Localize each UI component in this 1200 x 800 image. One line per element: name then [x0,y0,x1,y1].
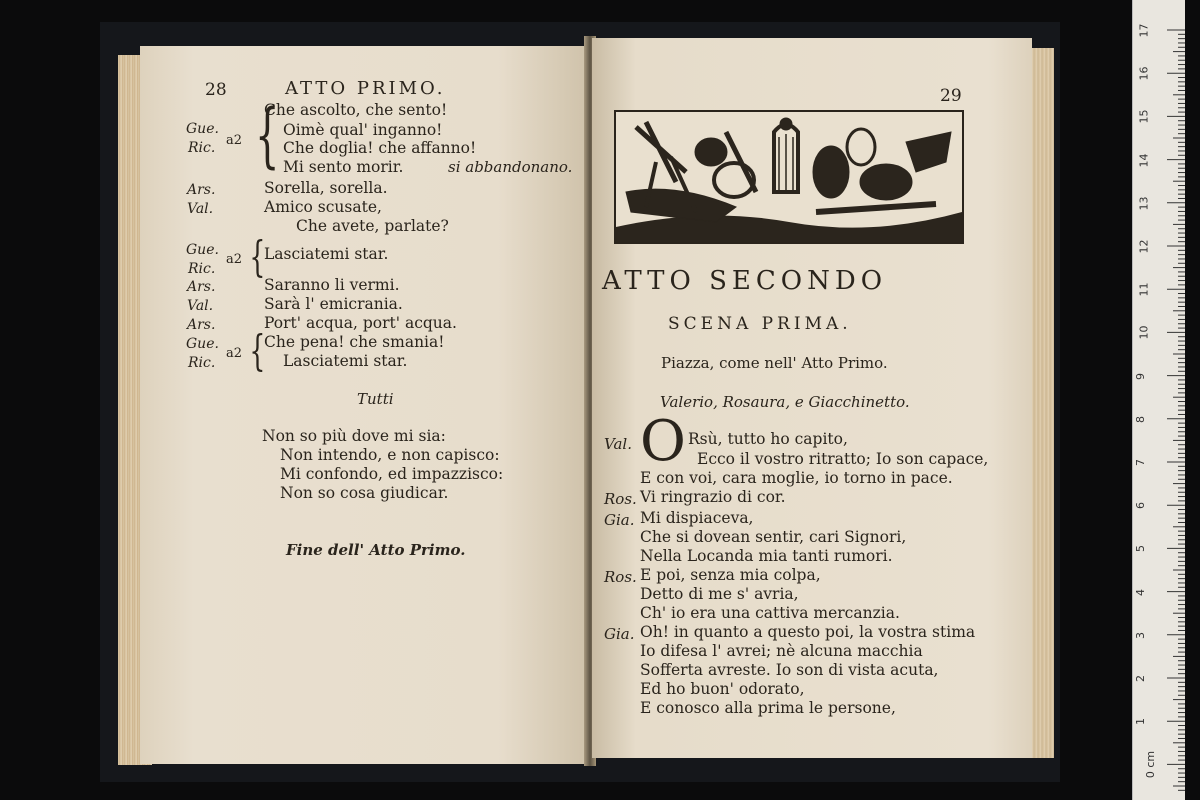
left-page-number: 28 [205,80,227,100]
scene-title: SCENA PRIMA. [668,314,852,334]
brace: { [255,94,280,176]
ruler-number: 3 [1134,631,1147,639]
verse-line: Sarà l' emicrania. [264,295,403,313]
verse-line: Io difesa l' avrei; nè alcuna macchia [640,642,923,660]
verse-line: Sofferta avreste. Io son di vista acuta, [640,661,939,679]
verse-line: Vi ringrazio di cor. [640,488,786,506]
measurement-ruler [1132,0,1185,800]
verse-line: Amico scusate, [264,198,382,216]
ruler-number: 11 [1137,282,1151,297]
musical-instruments-woodcut-image [616,112,962,242]
speaker-gue: Gue. [186,336,219,352]
ruler-number: 2 [1134,675,1147,682]
verse-line: Lasciatemi star. [283,352,408,370]
verse-line: E con voi, cara moglie, io torno in pace. [640,469,953,487]
a2-marker: a2 [226,133,243,148]
verse-line: Sorella, sorella. [264,179,388,197]
speaker-val: Val. [187,201,214,217]
verse-line: Che ascolto, che sento! [264,101,448,119]
speaker-ric: Ric. [188,140,216,156]
speaker-gia: Gia. [604,625,635,643]
verse-line: Che pena! che smania! [264,333,445,351]
ruler-number: 9 [1134,372,1147,380]
ruler-number: 17 [1137,23,1151,38]
speaker-ros: Ros. [604,490,637,508]
drop-cap: O [640,409,686,474]
verse-line: Che avete, parlate? [296,217,449,235]
ruler-number: 7 [1134,459,1147,466]
speaker-gue: Gue. [186,121,219,137]
verse-line: Nella Locanda mia tanti rumori. [640,547,893,565]
speaker-ros: Ros. [604,568,637,586]
ornament-woodcut [614,110,964,244]
verse-line: Che doglia! che affanno! [283,139,477,157]
stage-direction: si abbandonano. [448,158,573,176]
verse-line: Ch' io era una cattiva mercanzia. [640,604,900,622]
speaker-val: Val. [187,298,214,314]
ruler-number: 13 [1137,196,1151,211]
verse-line: Non so cosa giudicar. [280,484,449,502]
ruler-number: 16 [1137,66,1151,81]
verse-line: Lasciatemi star. [264,245,389,263]
speaker-ric: Ric. [188,355,216,371]
ruler-number: 10 [1137,325,1151,340]
brace: { [249,326,266,375]
verse-line: Rsù, tutto ho capito, [688,430,848,448]
verse-line: Oh! in quanto a questo poi, la vostra stima [640,623,976,641]
verse-line: Ecco il vostro ritratto; Io son capace, [697,450,989,468]
verse-line: E conosco alla prima le persone, [640,699,896,717]
verse-line: Mi confondo, ed impazzisco: [280,465,504,483]
verse-line: Non intendo, e non capisco: [280,446,500,464]
a2-marker: a2 [226,252,243,267]
ruler-number: 4 [1134,588,1147,596]
a2-marker: a2 [226,346,243,361]
verse-line: Oimè qual' inganno! [283,121,443,139]
fine-atto: Fine dell' Atto Primo. [286,541,466,559]
ruler-number: 12 [1137,239,1151,254]
ruler-number: 0 cm [1144,751,1158,779]
ruler-number: 15 [1137,109,1151,124]
speaker-ars: Ars. [187,279,216,295]
ruler-number: 1 [1134,718,1147,726]
verse-line: Che si dovean sentir, cari Signori, [640,528,907,546]
scene-setting: Piazza, come nell' Atto Primo. [661,354,888,372]
verse-line: Mi dispiaceva, [640,509,754,527]
ruler-number: 6 [1134,502,1147,510]
speaker-gue: Gue. [186,242,219,258]
ruler-number: 8 [1134,415,1147,423]
verse-line: Non so più dove mi sia: [262,427,446,445]
verse-line: Saranno li vermi. [264,276,400,294]
verse-line: E poi, senza mia colpa, [640,566,821,584]
left-running-head: ATTO PRIMO. [285,78,446,99]
tutti-heading: Tutti [357,390,394,408]
speaker-ric: Ric. [188,261,216,277]
right-page-number: 29 [940,86,962,106]
verse-line: Detto di me s' avria, [640,585,799,603]
verse-line: Port' acqua, port' acqua. [264,314,457,332]
act-title: ATTO SECONDO [602,266,888,296]
scene-characters: Valerio, Rosaura, e Giacchinetto. [660,393,910,411]
ruler-number: 14 [1137,153,1151,168]
speaker-ars: Ars. [187,317,216,333]
speaker-val: Val. [604,435,632,453]
speaker-ars: Ars. [187,182,216,198]
verse-line: Mi sento morir. [283,158,404,176]
ruler-number: 5 [1134,545,1147,553]
brace: { [249,232,266,281]
verse-line: Ed ho buon' odorato, [640,680,805,698]
speaker-gia: Gia. [604,511,635,529]
